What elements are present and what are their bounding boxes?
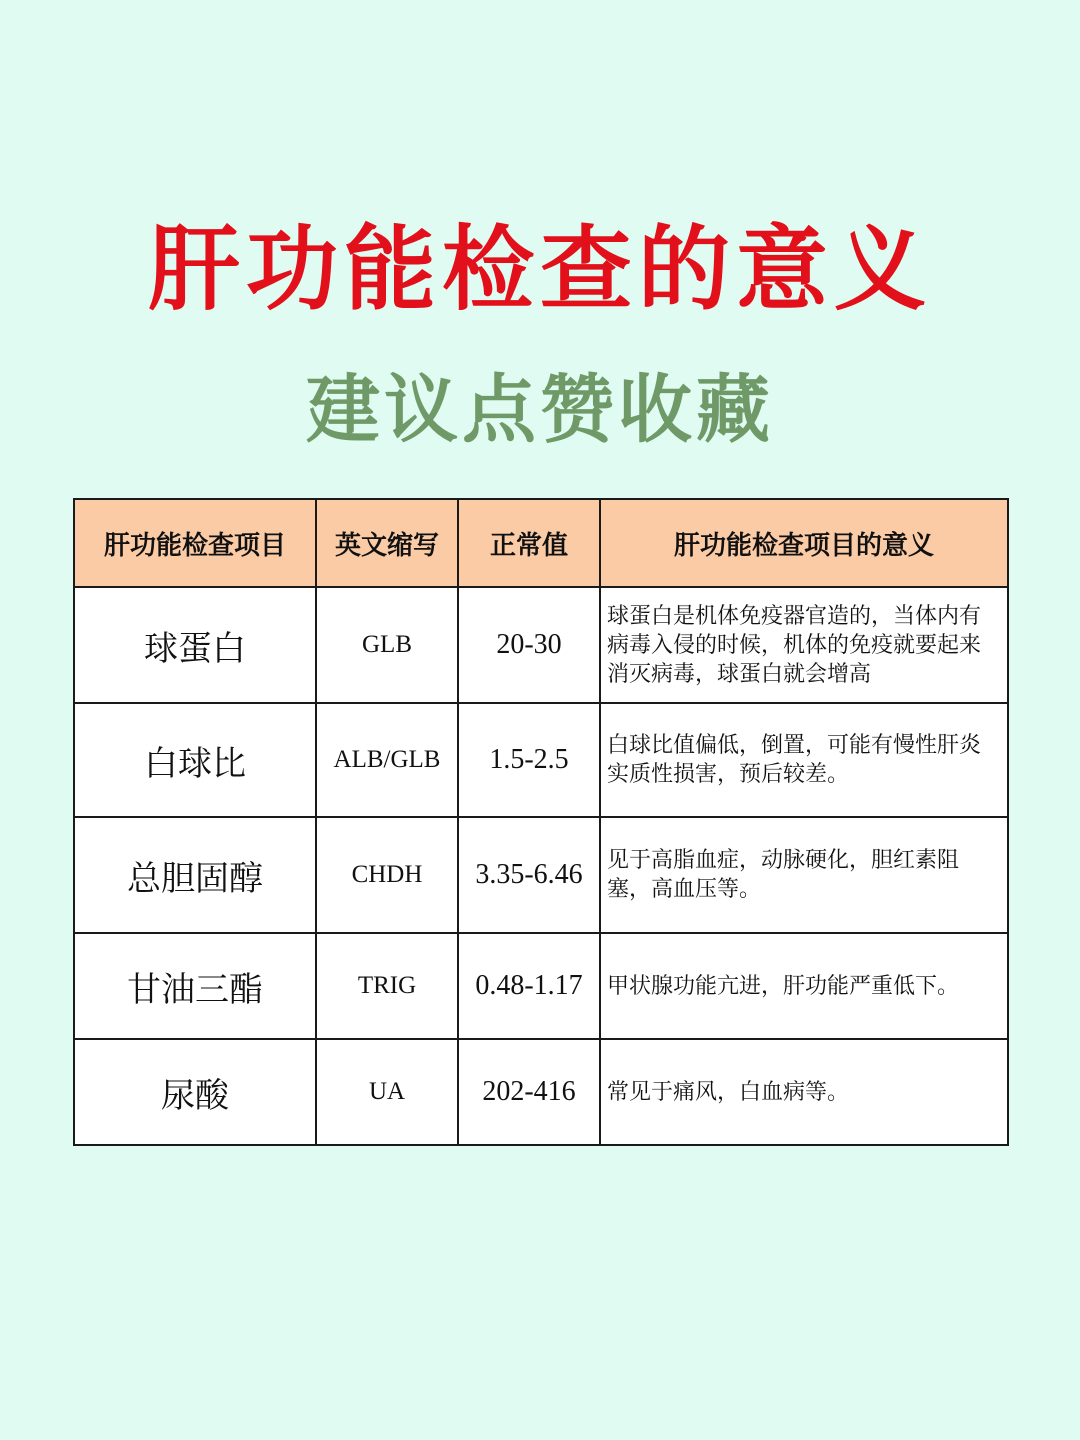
table-row [74,933,1008,1039]
column-header-meaning: 肝功能检查项目的意义 [600,499,1008,587]
table-row [74,587,1008,703]
page-subtitle: 建议点赞收藏 [306,367,774,453]
item-name-cell: 总胆固醇 [74,817,316,933]
normal-range-cell: 202-416 [458,1039,600,1145]
liver-function-table [73,498,1009,1146]
item-name-cell: 球蛋白 [74,587,316,703]
table-row [74,703,1008,817]
meaning-cell: 球蛋白是机体免疫器官造的，当体内有病毒入侵的时候，机体的免疫就要起来消灭病毒，球蛋白就会增高 [600,587,1008,703]
normal-range-cell: 0.48-1.17 [458,933,600,1039]
normal-range-cell: 20-30 [458,587,600,703]
table-row [74,1039,1008,1145]
abbr-cell: TRIG [316,933,458,1039]
normal-range-cell: 1.5-2.5 [458,703,600,817]
item-name-cell: 甘油三酯 [74,933,316,1039]
abbr-cell: ALB/GLB [316,703,458,817]
normal-range-cell: 3.35-6.46 [458,817,600,933]
meaning-cell: 白球比值偏低，倒置，可能有慢性肝炎实质性损害，预后较差。 [600,703,1008,817]
abbr-cell: GLB [316,587,458,703]
abbr-cell: CHDH [316,817,458,933]
page-title: 肝功能检查的意义 [147,216,932,323]
item-name-cell: 白球比 [74,703,316,817]
meaning-cell: 甲状腺功能亢进，肝功能严重低下。 [600,933,1008,1039]
meaning-cell: 见于高脂血症，动脉硬化，胆红素阻塞，高血压等。 [600,817,1008,933]
meaning-cell: 常见于痛风，白血病等。 [600,1039,1008,1145]
abbr-cell: UA [316,1039,458,1145]
column-header-abbr: 英文缩写 [316,499,458,587]
table-header-row [74,499,1008,587]
item-name-cell: 尿酸 [74,1039,316,1145]
column-header-range: 正常值 [458,499,600,587]
column-header-item: 肝功能检查项目 [74,499,316,587]
table-row [74,817,1008,933]
